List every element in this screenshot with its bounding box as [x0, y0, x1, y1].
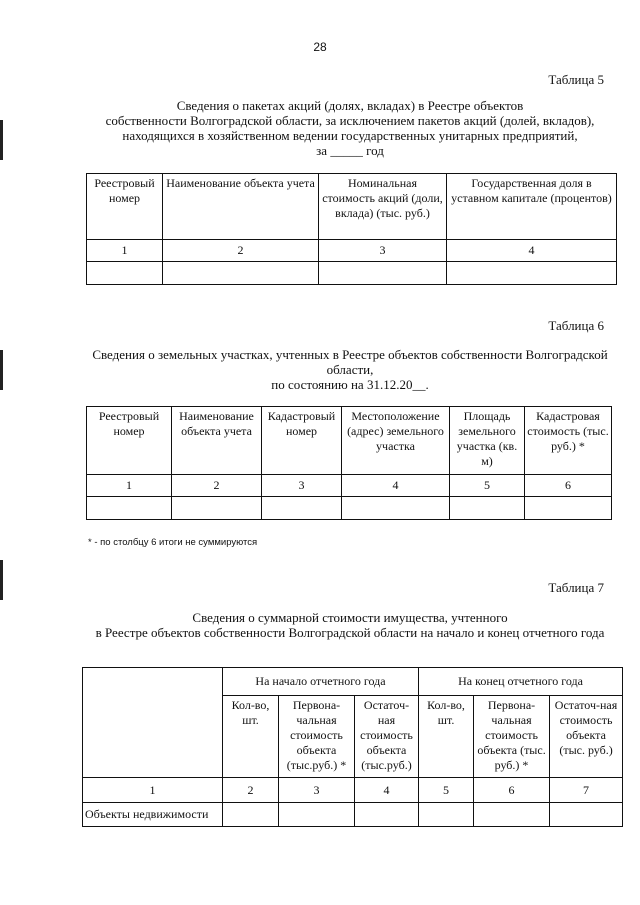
- column-number: 3: [262, 475, 342, 497]
- empty-cell: [525, 497, 612, 520]
- empty-cell: [550, 803, 623, 827]
- column-number: 2: [172, 475, 262, 497]
- table6: [86, 406, 612, 520]
- header-cell: Кол-во, шт.: [223, 696, 279, 778]
- header-cell: Наименование объекта учета: [172, 407, 262, 475]
- row-label: Объекты недвижимости: [83, 803, 223, 827]
- column-number: 3: [319, 240, 447, 262]
- empty-cell: [279, 803, 355, 827]
- header-cell: Реестровый номер: [87, 407, 172, 475]
- table6-footnote: * - по столбцу 6 итоги не суммируются: [88, 537, 258, 548]
- header-cell: Кадастровая стоимость (тыс. руб.) *: [525, 407, 612, 475]
- table5-label: Таблица 5: [548, 72, 604, 87]
- header-cell: Местоположение (адрес) земельного участка: [342, 407, 450, 475]
- title-line: Сведения о земельных участках, учтенных в Реестре объектов собственности Волгоградской: [92, 347, 608, 362]
- table5-title: [80, 98, 620, 158]
- column-number: 2: [163, 240, 319, 262]
- empty-cell: [172, 497, 262, 520]
- table6-title: [80, 347, 620, 392]
- scan-edge-mark: [0, 560, 3, 600]
- column-number: 1: [87, 240, 163, 262]
- column-number: 5: [419, 778, 474, 803]
- column-number: 3: [279, 778, 355, 803]
- header-cell: Остаточ-ная стоимость объекта (тыс.руб.): [355, 696, 419, 778]
- title-line: по состоянию на 31.12.20__.: [271, 377, 429, 392]
- group-header-end: На конец отчетного года: [419, 668, 623, 696]
- header-cell: Кадастровый номер: [262, 407, 342, 475]
- header-cell: Первона-чальная стоимость объекта (тыс.руб.) *: [279, 696, 355, 778]
- header-cell: Кол-во, шт.: [419, 696, 474, 778]
- column-number: 5: [450, 475, 525, 497]
- scan-edge-mark: [0, 120, 3, 160]
- empty-cell: [262, 497, 342, 520]
- empty-cell: [319, 262, 447, 285]
- empty-cell: [223, 803, 279, 827]
- header-cell: Остаточ-ная стоимость объекта (тыс. руб.): [550, 696, 623, 778]
- empty-cell: [342, 497, 450, 520]
- title-line: в Реестре объектов собственности Волгоградской области на начало и конец отчетного года: [95, 625, 605, 640]
- empty-cell: [87, 262, 163, 285]
- title-line: Сведения о пакетах акций (долях, вкладах) в Реестре объектов: [176, 98, 524, 113]
- title-line: находящихся в хозяйственном ведении государственных унитарных предприятий,: [122, 128, 578, 143]
- column-number: 4: [355, 778, 419, 803]
- title-line: собственности Волгоградской области, за исключением пакетов акций (долей, вкладов),: [105, 113, 595, 128]
- empty-cell: [474, 803, 550, 827]
- column-number: 4: [447, 240, 617, 262]
- scan-edge-mark: [0, 350, 3, 390]
- empty-cell: [163, 262, 319, 285]
- header-cell: Номинальная стоимость акций (доли, вклада) (тыс. руб.): [319, 174, 447, 240]
- title-line: за _____ год: [316, 143, 384, 158]
- empty-cell: [450, 497, 525, 520]
- column-number: 6: [474, 778, 550, 803]
- empty-cell: [355, 803, 419, 827]
- table7: [82, 667, 623, 827]
- column-number: 1: [83, 778, 223, 803]
- empty-header-cell: [83, 668, 223, 778]
- empty-cell: [87, 497, 172, 520]
- header-cell: Реестровый номер: [87, 174, 163, 240]
- header-cell: Государственная доля в уставном капитале (процентов): [447, 174, 617, 240]
- table7-title: [50, 610, 640, 640]
- header-cell: Первона-чальная стоимость объекта (тыс. руб.) *: [474, 696, 550, 778]
- table5: [86, 173, 617, 285]
- column-number: 4: [342, 475, 450, 497]
- table7-label: Таблица 7: [548, 580, 604, 595]
- empty-cell: [447, 262, 617, 285]
- table6-label: Таблица 6: [548, 318, 604, 333]
- group-header-start: На начало отчетного года: [223, 668, 419, 696]
- title-line: Сведения о суммарной стоимости имущества, учтенного: [192, 610, 508, 625]
- page-number: 28: [313, 40, 327, 54]
- empty-cell: [419, 803, 474, 827]
- header-cell: Наименование объекта учета: [163, 174, 319, 240]
- column-number: 7: [550, 778, 623, 803]
- title-line: области,: [326, 362, 374, 377]
- column-number: 2: [223, 778, 279, 803]
- column-number: 1: [87, 475, 172, 497]
- column-number: 6: [525, 475, 612, 497]
- header-cell: Площадь земельного участка (кв. м): [450, 407, 525, 475]
